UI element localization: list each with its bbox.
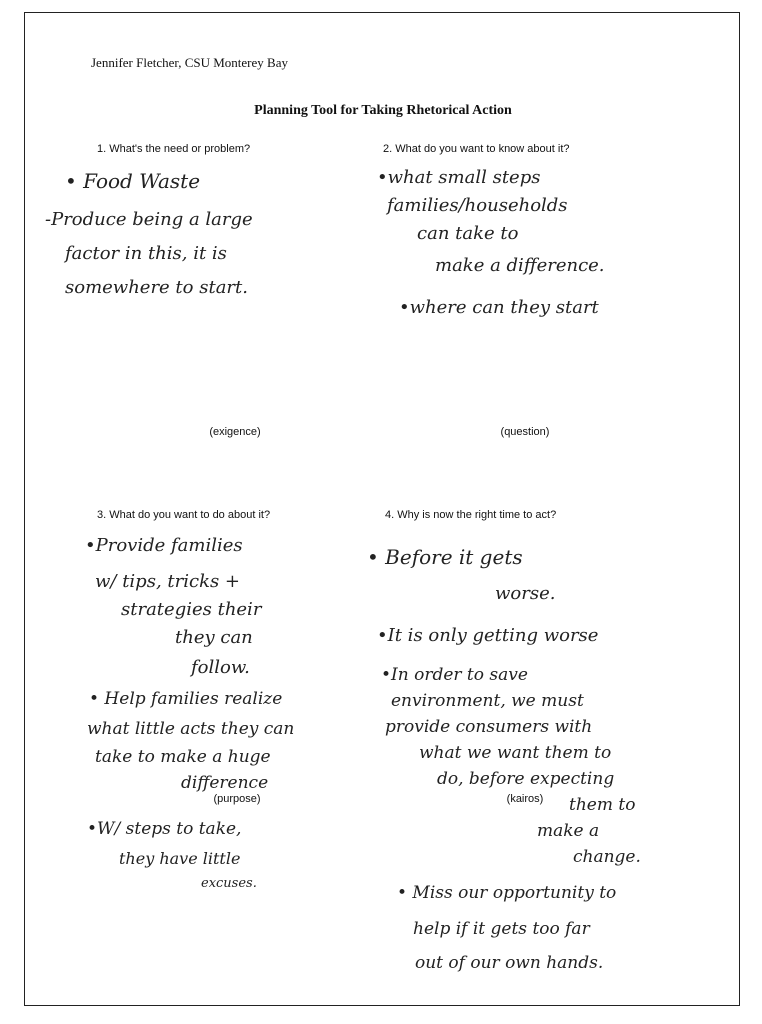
note-1-2: -Produce being a large xyxy=(45,209,253,230)
note-3-2: w/ tips, tricks + xyxy=(95,571,241,592)
note-4-4: •In order to save xyxy=(381,665,528,685)
question-2: 2. What do you want to know about it? xyxy=(383,143,570,155)
author-line: Jennifer Fletcher, CSU Monterey Bay xyxy=(91,55,288,70)
label-purpose: (purpose) xyxy=(213,793,261,805)
note-4-9: them to xyxy=(569,795,636,815)
note-4-10: make a xyxy=(537,821,600,841)
note-4-13: help if it gets too far xyxy=(413,919,590,939)
question-3: 3. What do you want to do about it? xyxy=(97,509,271,521)
note-1-4: somewhere to start. xyxy=(65,277,248,298)
note-4-8: do, before expecting xyxy=(437,769,615,789)
note-3-10: •W/ steps to take, xyxy=(87,819,242,839)
label-kairos: (kairos) xyxy=(506,793,544,805)
note-3-11: they have little xyxy=(119,849,241,868)
note-2-2: families/households xyxy=(387,195,568,216)
question-1: 1. What's the need or problem? xyxy=(97,143,251,155)
note-4-5: environment, we must xyxy=(391,691,584,711)
note-3-4: they can xyxy=(175,627,253,648)
note-2-4: make a difference. xyxy=(435,255,605,276)
note-2-1: •what small steps xyxy=(377,167,541,188)
note-4-12: • Miss our opportunity to xyxy=(397,883,617,903)
question-4: 4. Why is now the right time to act? xyxy=(385,509,557,521)
note-4-11: change. xyxy=(573,847,641,867)
label-question: (question) xyxy=(500,426,550,438)
note-3-5: follow. xyxy=(191,657,250,678)
note-3-6: • Help families realize xyxy=(89,689,283,709)
note-4-7: what we want them to xyxy=(419,743,612,763)
note-3-3: strategies their xyxy=(121,599,262,620)
note-4-2: worse. xyxy=(495,583,556,604)
page-title: Planning Tool for Taking Rhetorical Action xyxy=(254,103,512,118)
note-2-3: can take to xyxy=(417,223,519,244)
note-3-9: difference xyxy=(181,773,269,793)
note-3-7: what little acts they can xyxy=(87,719,295,739)
note-3-8: take to make a huge xyxy=(95,747,271,767)
note-3-1: •Provide families xyxy=(85,535,243,556)
note-1-3: factor in this, it is xyxy=(65,243,227,264)
note-4-1: • Before it gets xyxy=(367,545,523,569)
note-1-1: • Food Waste xyxy=(65,169,201,193)
worksheet-page xyxy=(24,12,740,1006)
note-3-12: excuses. xyxy=(201,876,257,891)
note-4-3: •It is only getting worse xyxy=(377,625,599,646)
label-exigence: (exigence) xyxy=(209,426,261,438)
note-4-14: out of our own hands. xyxy=(415,953,604,973)
note-4-6: provide consumers with xyxy=(385,717,593,737)
note-2-5: •where can they start xyxy=(399,297,599,318)
